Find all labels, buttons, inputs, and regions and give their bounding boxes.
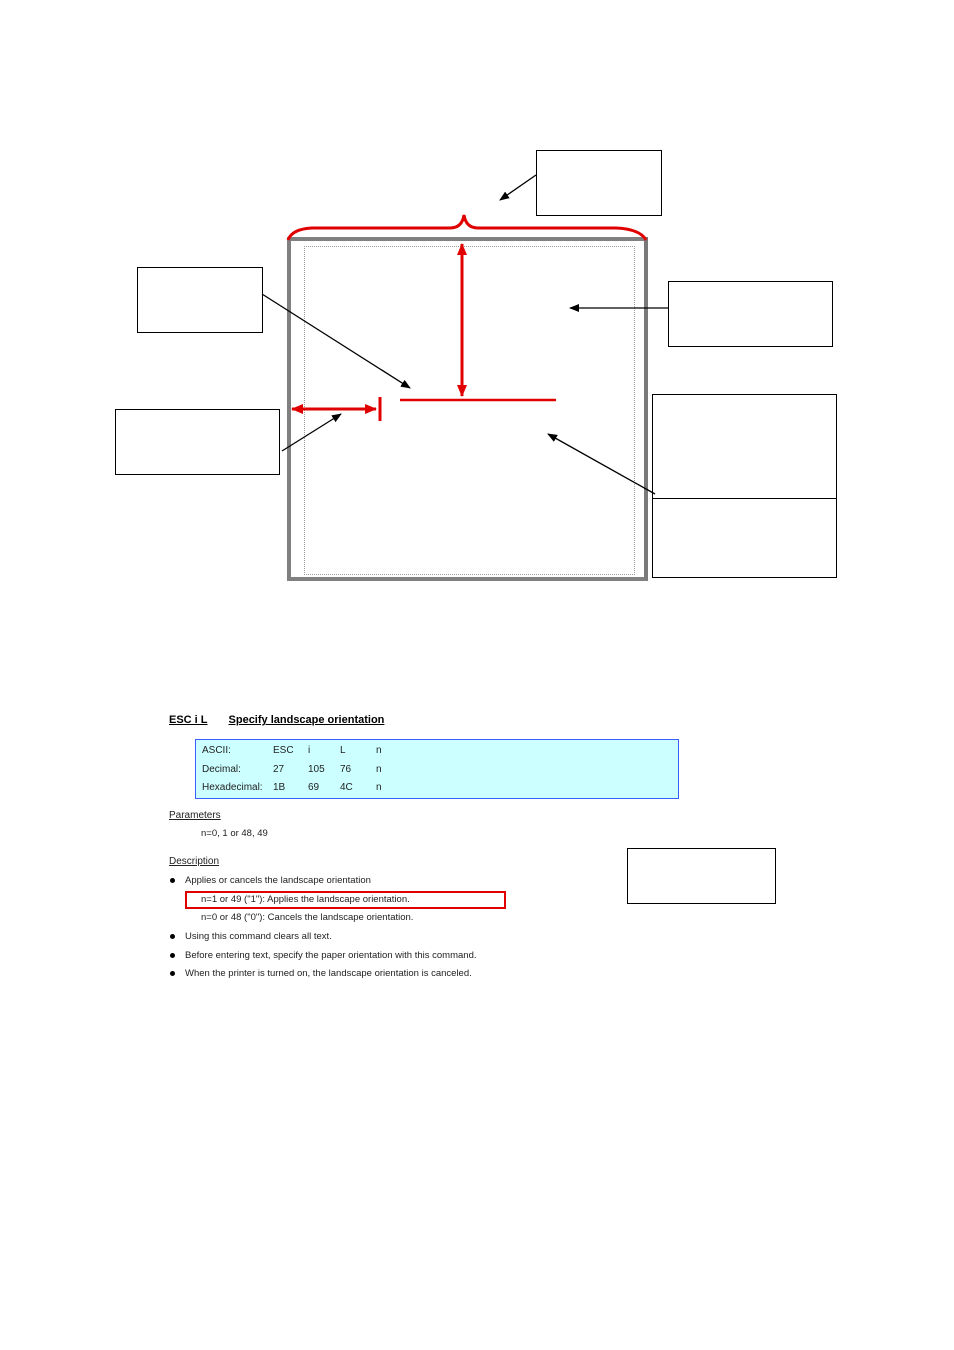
description-heading: Description xyxy=(169,856,220,867)
code-cell: 105 xyxy=(308,764,325,775)
leader-arrow-text-start xyxy=(262,294,410,388)
command-heading xyxy=(169,714,384,726)
code-row-ascii xyxy=(196,745,678,761)
code-cell: ESC xyxy=(273,745,294,756)
code-cell: 69 xyxy=(308,782,320,793)
code-cell: L xyxy=(340,745,346,756)
callout-box-description xyxy=(627,848,776,904)
code-label: Hexadecimal: xyxy=(202,782,263,793)
code-cell: n xyxy=(376,764,382,775)
leader-arrow-page-width xyxy=(500,175,536,200)
description-sub-2: n=0 or 48 ("0"): Cancels the landscape orientation. xyxy=(201,912,414,923)
code-row-decimal xyxy=(196,764,678,780)
parameters-value: n=0, 1 or 48, 49 xyxy=(201,828,268,839)
code-label: ASCII: xyxy=(202,745,231,756)
leader-arrow-left-margin xyxy=(282,414,341,451)
code-cell: 27 xyxy=(273,764,285,775)
code-row-hexadecimal xyxy=(196,782,678,798)
command-title: Specify landscape orientation xyxy=(228,714,385,726)
description-bullet-4: When the printer is turned on, the landscape orientation is canceled. xyxy=(185,968,472,979)
code-cell: 1B xyxy=(273,782,286,793)
code-label: Decimal: xyxy=(202,764,241,775)
description-sub-1: n=1 or 49 ("1"): Applies the landscape orientation. xyxy=(201,894,410,905)
bullet-icon xyxy=(170,971,175,976)
bullet-icon xyxy=(170,953,175,958)
parameters-heading: Parameters xyxy=(169,810,221,821)
code-cell: 76 xyxy=(340,764,352,775)
command-code: ESC i L xyxy=(169,714,208,726)
bullet-icon xyxy=(170,934,175,939)
description-bullet-2: Using this command clears all text. xyxy=(185,931,332,942)
leader-arrow-text-line xyxy=(548,434,655,494)
code-table xyxy=(195,739,679,799)
code-cell: n xyxy=(376,782,382,793)
page-width-brace xyxy=(288,215,646,240)
code-cell: 4C xyxy=(340,782,353,793)
code-cell: i xyxy=(308,745,311,756)
bullet-icon xyxy=(170,878,175,883)
description-bullet-1: Applies or cancels the landscape orientation xyxy=(185,875,371,886)
code-cell: n xyxy=(376,745,382,756)
description-bullet-3: Before entering text, specify the paper orientation with this command. xyxy=(185,950,477,961)
